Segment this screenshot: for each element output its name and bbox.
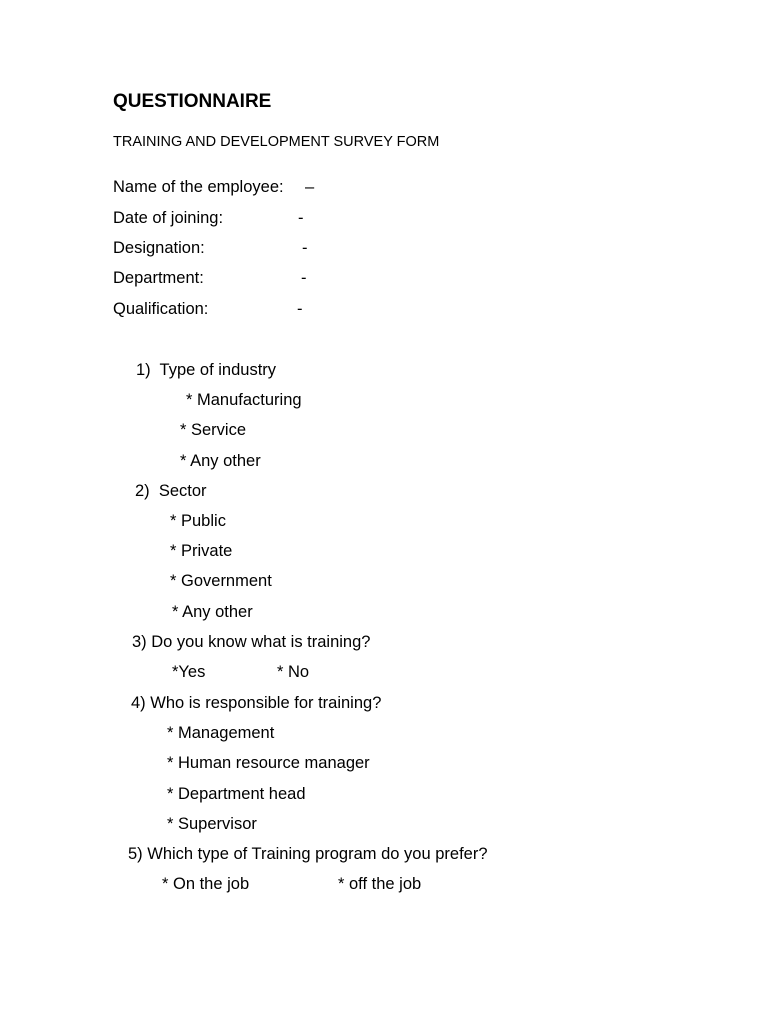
q4-option-supervisor: * Supervisor — [167, 815, 257, 833]
question-1: 1) Type of industry — [136, 361, 277, 379]
q1-option-manufacturing: * Manufacturing — [186, 391, 302, 409]
field-label-designation: Designation: — [113, 239, 205, 257]
field-label-date-of-joining: Date of joining: — [113, 209, 224, 227]
q3-option-yes: *Yes — [172, 663, 206, 681]
field-value-date-of-joining: - — [298, 209, 304, 227]
q3-option-no: * No — [277, 663, 310, 681]
q4-option-department-head: * Department head — [167, 785, 306, 803]
q4-option-hr-manager: * Human resource manager — [167, 754, 370, 772]
document-title: QUESTIONNAIRE — [113, 91, 272, 112]
field-value-name: – — [305, 178, 315, 196]
question-4: 4) Who is responsible for training? — [131, 694, 382, 712]
question-2: 2) Sector — [135, 482, 207, 500]
q2-option-private: * Private — [170, 542, 233, 560]
q1-option-any-other: * Any other — [180, 452, 261, 470]
q5-option-on-the-job: * On the job — [162, 875, 250, 893]
field-label-name: Name of the employee: — [113, 178, 284, 196]
q2-option-public: * Public — [170, 512, 226, 530]
q2-option-government: * Government — [170, 572, 272, 590]
q1-option-service: * Service — [180, 421, 247, 439]
field-label-qualification: Qualification: — [113, 300, 209, 318]
q4-option-management: * Management — [167, 724, 275, 742]
question-5: 5) Which type of Training program do you prefer? — [128, 845, 488, 863]
field-value-department: - — [301, 269, 307, 287]
field-value-designation: - — [302, 239, 308, 257]
field-label-department: Department: — [113, 269, 204, 287]
q2-option-any-other: * Any other — [172, 603, 253, 621]
q5-option-off-the-job: * off the job — [338, 875, 422, 893]
field-value-qualification: - — [297, 300, 303, 318]
question-3: 3) Do you know what is training? — [132, 633, 371, 651]
form-subtitle: TRAINING AND DEVELOPMENT SURVEY FORM — [113, 134, 440, 150]
